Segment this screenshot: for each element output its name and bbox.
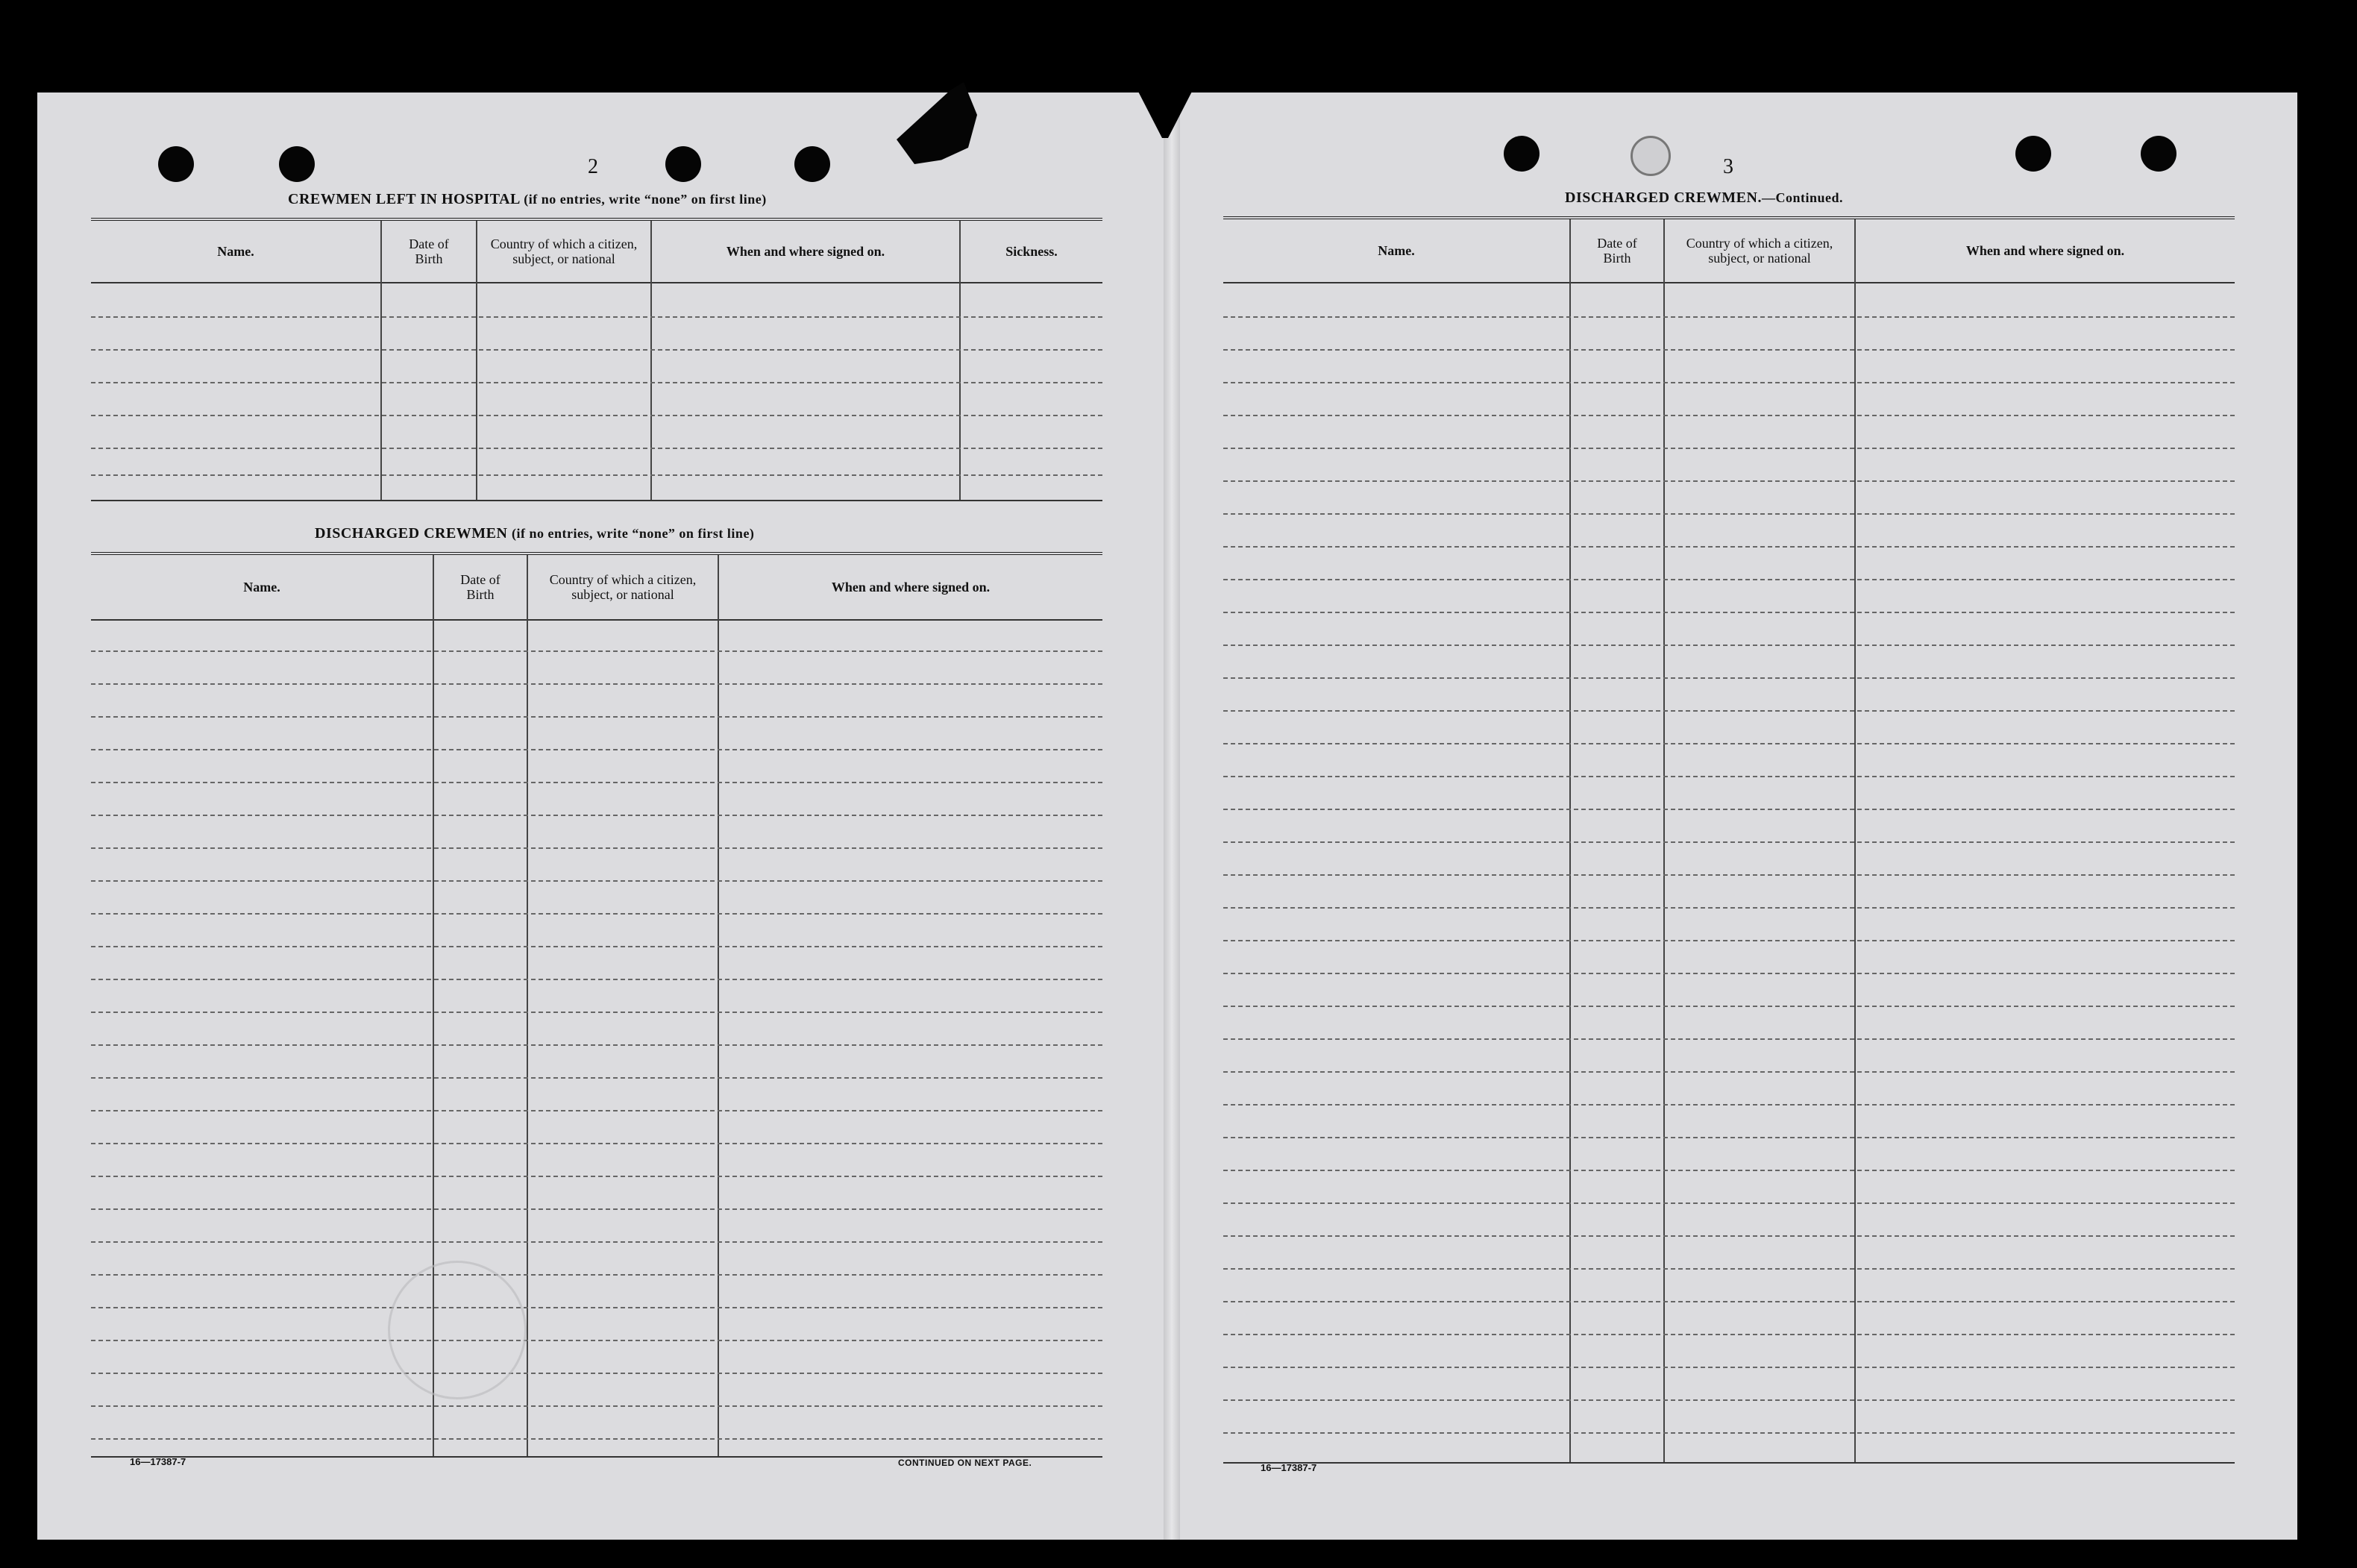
- row-rule: [91, 1110, 1102, 1111]
- punch-hole: [794, 146, 830, 182]
- row-rule: [1223, 1399, 2235, 1401]
- row-rule: [91, 1274, 1102, 1276]
- hospital-table-header: [91, 221, 1102, 283]
- row-rule: [1223, 480, 2235, 482]
- hospital-section-title: [288, 191, 767, 208]
- row-rule: [1223, 1170, 2235, 1171]
- faded-stamp: [388, 1261, 527, 1399]
- page-fold: [1164, 92, 1180, 1540]
- row-rule: [1223, 809, 2235, 810]
- column-divider: [1854, 219, 1856, 1462]
- row-rule: [1223, 513, 2235, 515]
- col-header-name: Name.: [217, 244, 254, 259]
- punch-hole: [665, 146, 701, 182]
- row-rule: [1223, 1137, 2235, 1138]
- row-rule: [91, 979, 1102, 980]
- row-rule: [91, 683, 1102, 685]
- discharged-section-title: [315, 525, 754, 542]
- hospital-title-note: (if no entries, write “none” on first line): [524, 192, 767, 207]
- row-rule: [1223, 579, 2235, 580]
- row-rule: [1223, 677, 2235, 679]
- row-rule: [1223, 448, 2235, 449]
- row-rule: [1223, 1235, 2235, 1237]
- row-rule: [1223, 973, 2235, 974]
- row-rule: [91, 847, 1102, 849]
- discharged-continued-header: [1223, 219, 2235, 283]
- row-rule: [91, 316, 1102, 318]
- row-rule: [1223, 612, 2235, 613]
- row-rule: [91, 1405, 1102, 1407]
- continued-suffix: —Continued.: [1761, 190, 1843, 205]
- row-rule: [91, 946, 1102, 947]
- punch-hole: [279, 146, 315, 182]
- col-header-country: Country of which a citizen, subject, or national: [549, 572, 697, 602]
- col-header-name: Name.: [243, 580, 280, 595]
- row-rule: [1223, 316, 2235, 318]
- punch-hole: [1631, 136, 1671, 176]
- col-header-signed-on: When and where signed on.: [831, 580, 991, 595]
- row-rule: [1223, 874, 2235, 876]
- row-rule: [1223, 776, 2235, 777]
- row-rule: [91, 474, 1102, 476]
- punch-hole: [2141, 136, 2176, 172]
- col-header-signed-on: When and where signed on.: [1965, 243, 2125, 258]
- row-rule: [91, 716, 1102, 718]
- row-rule: [91, 1373, 1102, 1374]
- col-header-date-of-birth: Date of Birth: [409, 236, 449, 266]
- row-rule: [91, 1077, 1102, 1079]
- column-divider: [1663, 219, 1665, 1462]
- row-rule: [91, 815, 1102, 816]
- discharged-table-left: [91, 552, 1102, 1458]
- column-divider: [650, 221, 652, 500]
- row-rule: [1223, 382, 2235, 383]
- row-rule: [1223, 743, 2235, 744]
- continued-note: CONTINUED ON NEXT PAGE.: [898, 1458, 1032, 1468]
- row-rule: [1223, 1334, 2235, 1335]
- row-rule: [1223, 1202, 2235, 1204]
- row-rule: [1223, 645, 2235, 646]
- column-divider: [718, 555, 719, 1456]
- row-rule: [91, 650, 1102, 652]
- row-rule: [91, 1044, 1102, 1046]
- row-rule: [91, 1012, 1102, 1013]
- discharged-title-note: (if no entries, write “none” on first line): [511, 526, 755, 541]
- page-number-right: 3: [1723, 155, 1733, 178]
- discharged-table-right: [1223, 216, 2235, 1464]
- column-divider: [476, 221, 477, 500]
- discharged-table-header: [91, 555, 1102, 621]
- row-rule: [91, 1307, 1102, 1308]
- form-code-left: 16—17387-7: [130, 1456, 186, 1467]
- row-rule: [91, 749, 1102, 750]
- column-divider: [527, 555, 528, 1456]
- row-rule: [1223, 1104, 2235, 1106]
- row-rule: [91, 1241, 1102, 1243]
- row-rule: [1223, 349, 2235, 351]
- row-rule: [91, 1208, 1102, 1210]
- row-rule: [1223, 841, 2235, 843]
- column-divider: [380, 221, 382, 500]
- row-rule: [91, 448, 1102, 449]
- col-header-sickness: Sickness.: [1005, 244, 1058, 259]
- col-header-date-of-birth: Date of Birth: [1597, 236, 1637, 266]
- row-rule: [91, 1438, 1102, 1440]
- row-rule: [91, 349, 1102, 351]
- col-header-name: Name.: [1378, 243, 1415, 258]
- row-rule: [91, 1176, 1102, 1177]
- form-code-right: 16—17387-7: [1261, 1462, 1317, 1473]
- column-divider: [1569, 219, 1571, 1462]
- row-rule: [91, 415, 1102, 416]
- row-rule: [1223, 1301, 2235, 1302]
- discharged-title-text: DISCHARGED CREWMEN: [315, 525, 508, 542]
- row-rule: [1223, 1268, 2235, 1270]
- row-rule: [1223, 1006, 2235, 1007]
- col-header-country: Country of which a citizen, subject, or national: [490, 236, 638, 266]
- row-rule: [1223, 940, 2235, 941]
- punch-hole: [1504, 136, 1540, 172]
- row-rule: [1223, 546, 2235, 548]
- row-rule: [91, 913, 1102, 915]
- row-rule: [1223, 1038, 2235, 1040]
- col-header-country: Country of which a citizen, subject, or national: [1686, 236, 1833, 266]
- row-rule: [1223, 1432, 2235, 1434]
- row-rule: [91, 1340, 1102, 1341]
- row-rule: [1223, 907, 2235, 909]
- page-number-left: 2: [588, 155, 598, 178]
- discharged-continued-text: DISCHARGED CREWMEN.: [1565, 189, 1762, 206]
- row-rule: [1223, 1367, 2235, 1368]
- column-divider: [959, 221, 961, 500]
- row-rule: [91, 1143, 1102, 1144]
- row-rule: [91, 880, 1102, 882]
- row-rule: [1223, 415, 2235, 416]
- discharged-continued-title: [1565, 189, 1843, 207]
- row-rule: [91, 782, 1102, 783]
- row-rule: [91, 382, 1102, 383]
- col-header-date-of-birth: Date of Birth: [460, 572, 500, 602]
- hospital-title-text: CREWMEN LEFT IN HOSPITAL: [288, 191, 520, 207]
- punch-hole: [2015, 136, 2051, 172]
- punch-hole: [158, 146, 194, 182]
- row-rule: [1223, 710, 2235, 712]
- col-header-signed-on: When and where signed on.: [726, 244, 885, 259]
- row-rule: [1223, 1071, 2235, 1073]
- hospital-table: [91, 218, 1102, 501]
